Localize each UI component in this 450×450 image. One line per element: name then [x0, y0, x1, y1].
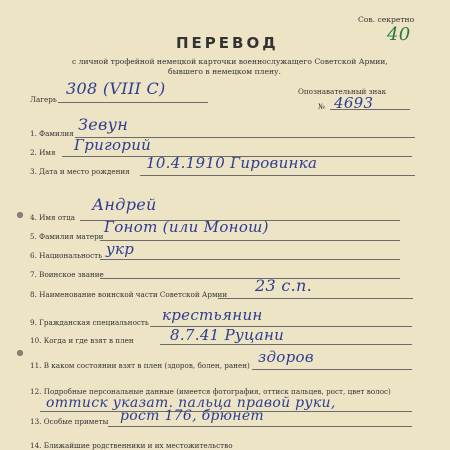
field-label: 11. В каком состоянии взят в плен (здоров, болен, ранен) — [30, 361, 250, 370]
field-value: Андрей — [92, 195, 157, 214]
tag-value: 4693 — [334, 94, 374, 112]
field-value: 10.4.1910 Гировинка — [146, 154, 318, 172]
subtitle-line-1: с личной трофейной немецкой карточки военнослужащего Советской Армии, — [72, 57, 388, 66]
field-label: 6. Национальность — [30, 251, 103, 260]
field-label: 5. Фамилия матери — [30, 232, 104, 241]
field-label: 14. Ближайшие родственники и их местожительство — [30, 441, 233, 450]
subtitle-line-2: бывшего в немецком плену. — [168, 67, 281, 76]
field-label: 12. Подробные персональные данные (имеется фотография, оттиск пальцев, рост, цвет волос) — [30, 387, 391, 396]
field-value: рост 176, брюнет — [120, 408, 264, 424]
field-value: 8.7.41 Руцани — [170, 326, 285, 344]
field-label: 1. Фамилия — [30, 129, 74, 138]
tag-no-label: № — [318, 102, 325, 111]
punch-hole — [17, 350, 23, 356]
field-label: 10. Когда и где взят в плен — [30, 336, 134, 345]
secret-mark: Сов. секретно — [358, 15, 415, 24]
field-label: 7. Воинское звание — [30, 270, 104, 279]
field-value: здоров — [258, 348, 314, 366]
field-value: Григорий — [74, 136, 152, 154]
field-value: Гонот (или Монош) — [104, 218, 269, 236]
field-label: 9. Гражданская специальность — [30, 318, 149, 327]
handwritten-stamp-number: 40 — [387, 24, 411, 45]
camp-label: Лагерь — [30, 95, 57, 104]
field-value: крестьянин — [162, 306, 263, 324]
field-label: 2. Имя — [30, 148, 56, 157]
field-value: 23 с.п. — [255, 276, 312, 295]
page-title: ПЕРЕВОД — [176, 34, 279, 52]
field-value: укр — [106, 240, 135, 258]
field-label: 3. Дата и место рождения — [30, 167, 130, 176]
field-label: 4. Имя отца — [30, 213, 76, 222]
field-value: Зевун — [78, 115, 129, 134]
camp-value: 308 (VIII С) — [66, 79, 166, 98]
field-label: 13. Особые приметы — [30, 417, 109, 426]
field-label: 8. Наименование воинской части Советской Армии — [30, 290, 228, 299]
field-value: оттиск указат. пальца правой руки, — [46, 395, 336, 411]
tag-label: Опознавательный знак — [298, 87, 387, 96]
punch-hole — [17, 212, 23, 218]
